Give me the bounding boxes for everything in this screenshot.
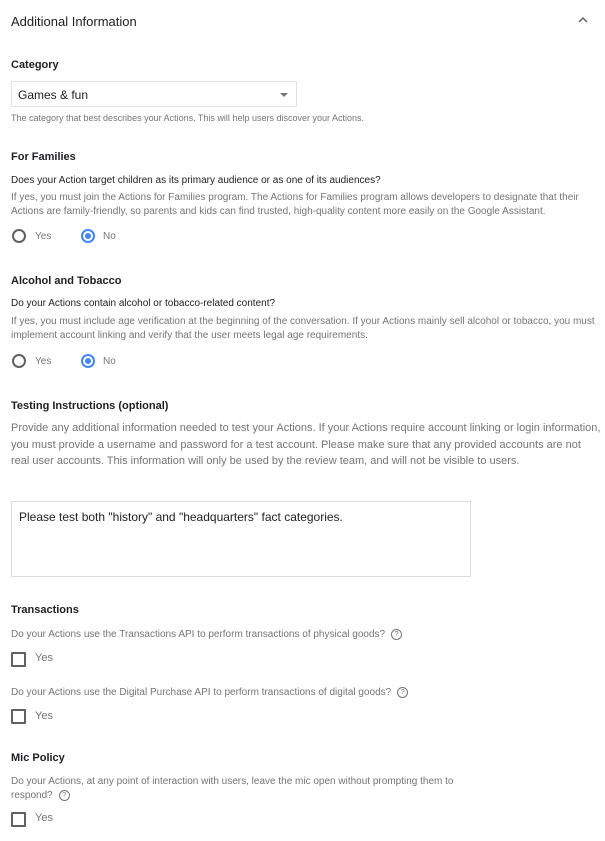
alcohol-desc: If yes, you must include age verification at the beginning of the conversation. If your Actions mainly sell alcohol or tobacco, you must implement account linking and verify that the user meets legal age requirements. — [11, 316, 595, 341]
transactions-q2 — [11, 686, 408, 700]
mic-open-checkbox[interactable] — [11, 812, 26, 827]
physical-goods-checkbox[interactable] — [11, 652, 26, 667]
mic-yes-label: Yes — [35, 812, 53, 824]
alcohol-heading: Alcohol and Tobacco — [11, 275, 122, 287]
families-heading: For Families — [11, 151, 76, 163]
section-title: Additional Information — [11, 14, 137, 29]
families-yes-radio[interactable] — [12, 229, 26, 243]
families-desc: If yes, you must join the Actions for Families program. The Actions for Families program allows developers to designate that their Actions are family-friendly, so parents and kids can find trusted, high-quality content more easily on the Google Assistant. — [11, 192, 579, 217]
mic-heading: Mic Policy — [11, 752, 65, 764]
category-select[interactable] — [11, 81, 297, 107]
category-value: Games & fun — [18, 88, 89, 102]
alcohol-yes-radio[interactable] — [12, 354, 26, 368]
alcohol-no-radio[interactable] — [81, 354, 95, 368]
alcohol-question: Do your Actions contain alcohol or tobacco-related content? — [11, 298, 276, 309]
q1-text: Do your Actions use the Transactions API to perform transactions of physical goods? — [11, 629, 386, 640]
transactions-heading: Transactions — [11, 604, 79, 616]
families-no-label: No — [103, 231, 116, 242]
alcohol-yes-label: Yes — [35, 356, 52, 367]
mic-q-text: Do your Actions, at any point of interaction with users, leave the mic open without prompting them to respond? — [11, 776, 454, 801]
help-icon[interactable]: ? — [397, 687, 408, 698]
testing-instructions-textarea[interactable] — [11, 501, 471, 577]
testing-desc: Provide any additional information needed to test your Actions. If your Actions require account linking or login information, you must provide a username and password for a test account. Please make sure that any provided accounts are not real user accounts. This information will only be used by the review team, and will not be visible to users. — [11, 422, 601, 467]
physical-goods-yes-label: Yes — [35, 652, 53, 664]
transactions-q1 — [11, 628, 402, 642]
alcohol-no-label: No — [103, 356, 116, 367]
q2-text: Do your Actions use the Digital Purchase API to perform transactions of digital goods? — [11, 687, 392, 698]
digital-goods-checkbox[interactable] — [11, 709, 26, 724]
chevron-up-icon[interactable] — [577, 14, 589, 26]
families-no-radio[interactable] — [81, 229, 95, 243]
mic-question — [11, 775, 481, 803]
testing-heading: Testing Instructions (optional) — [11, 400, 169, 412]
digital-goods-yes-label: Yes — [35, 710, 53, 722]
category-help: The category that best describes your Actions. This will help users discover your Actions. — [11, 113, 364, 123]
category-label: Category — [11, 59, 59, 71]
help-icon[interactable]: ? — [59, 790, 70, 801]
testing-value: Please test both "history" and "headquarters" fact categories. — [19, 510, 343, 524]
help-icon[interactable]: ? — [391, 629, 402, 640]
dropdown-arrow-icon — [280, 93, 288, 97]
families-yes-label: Yes — [35, 231, 52, 242]
families-question: Does your Action target children as its primary audience or as one of its audiences? — [11, 175, 381, 186]
